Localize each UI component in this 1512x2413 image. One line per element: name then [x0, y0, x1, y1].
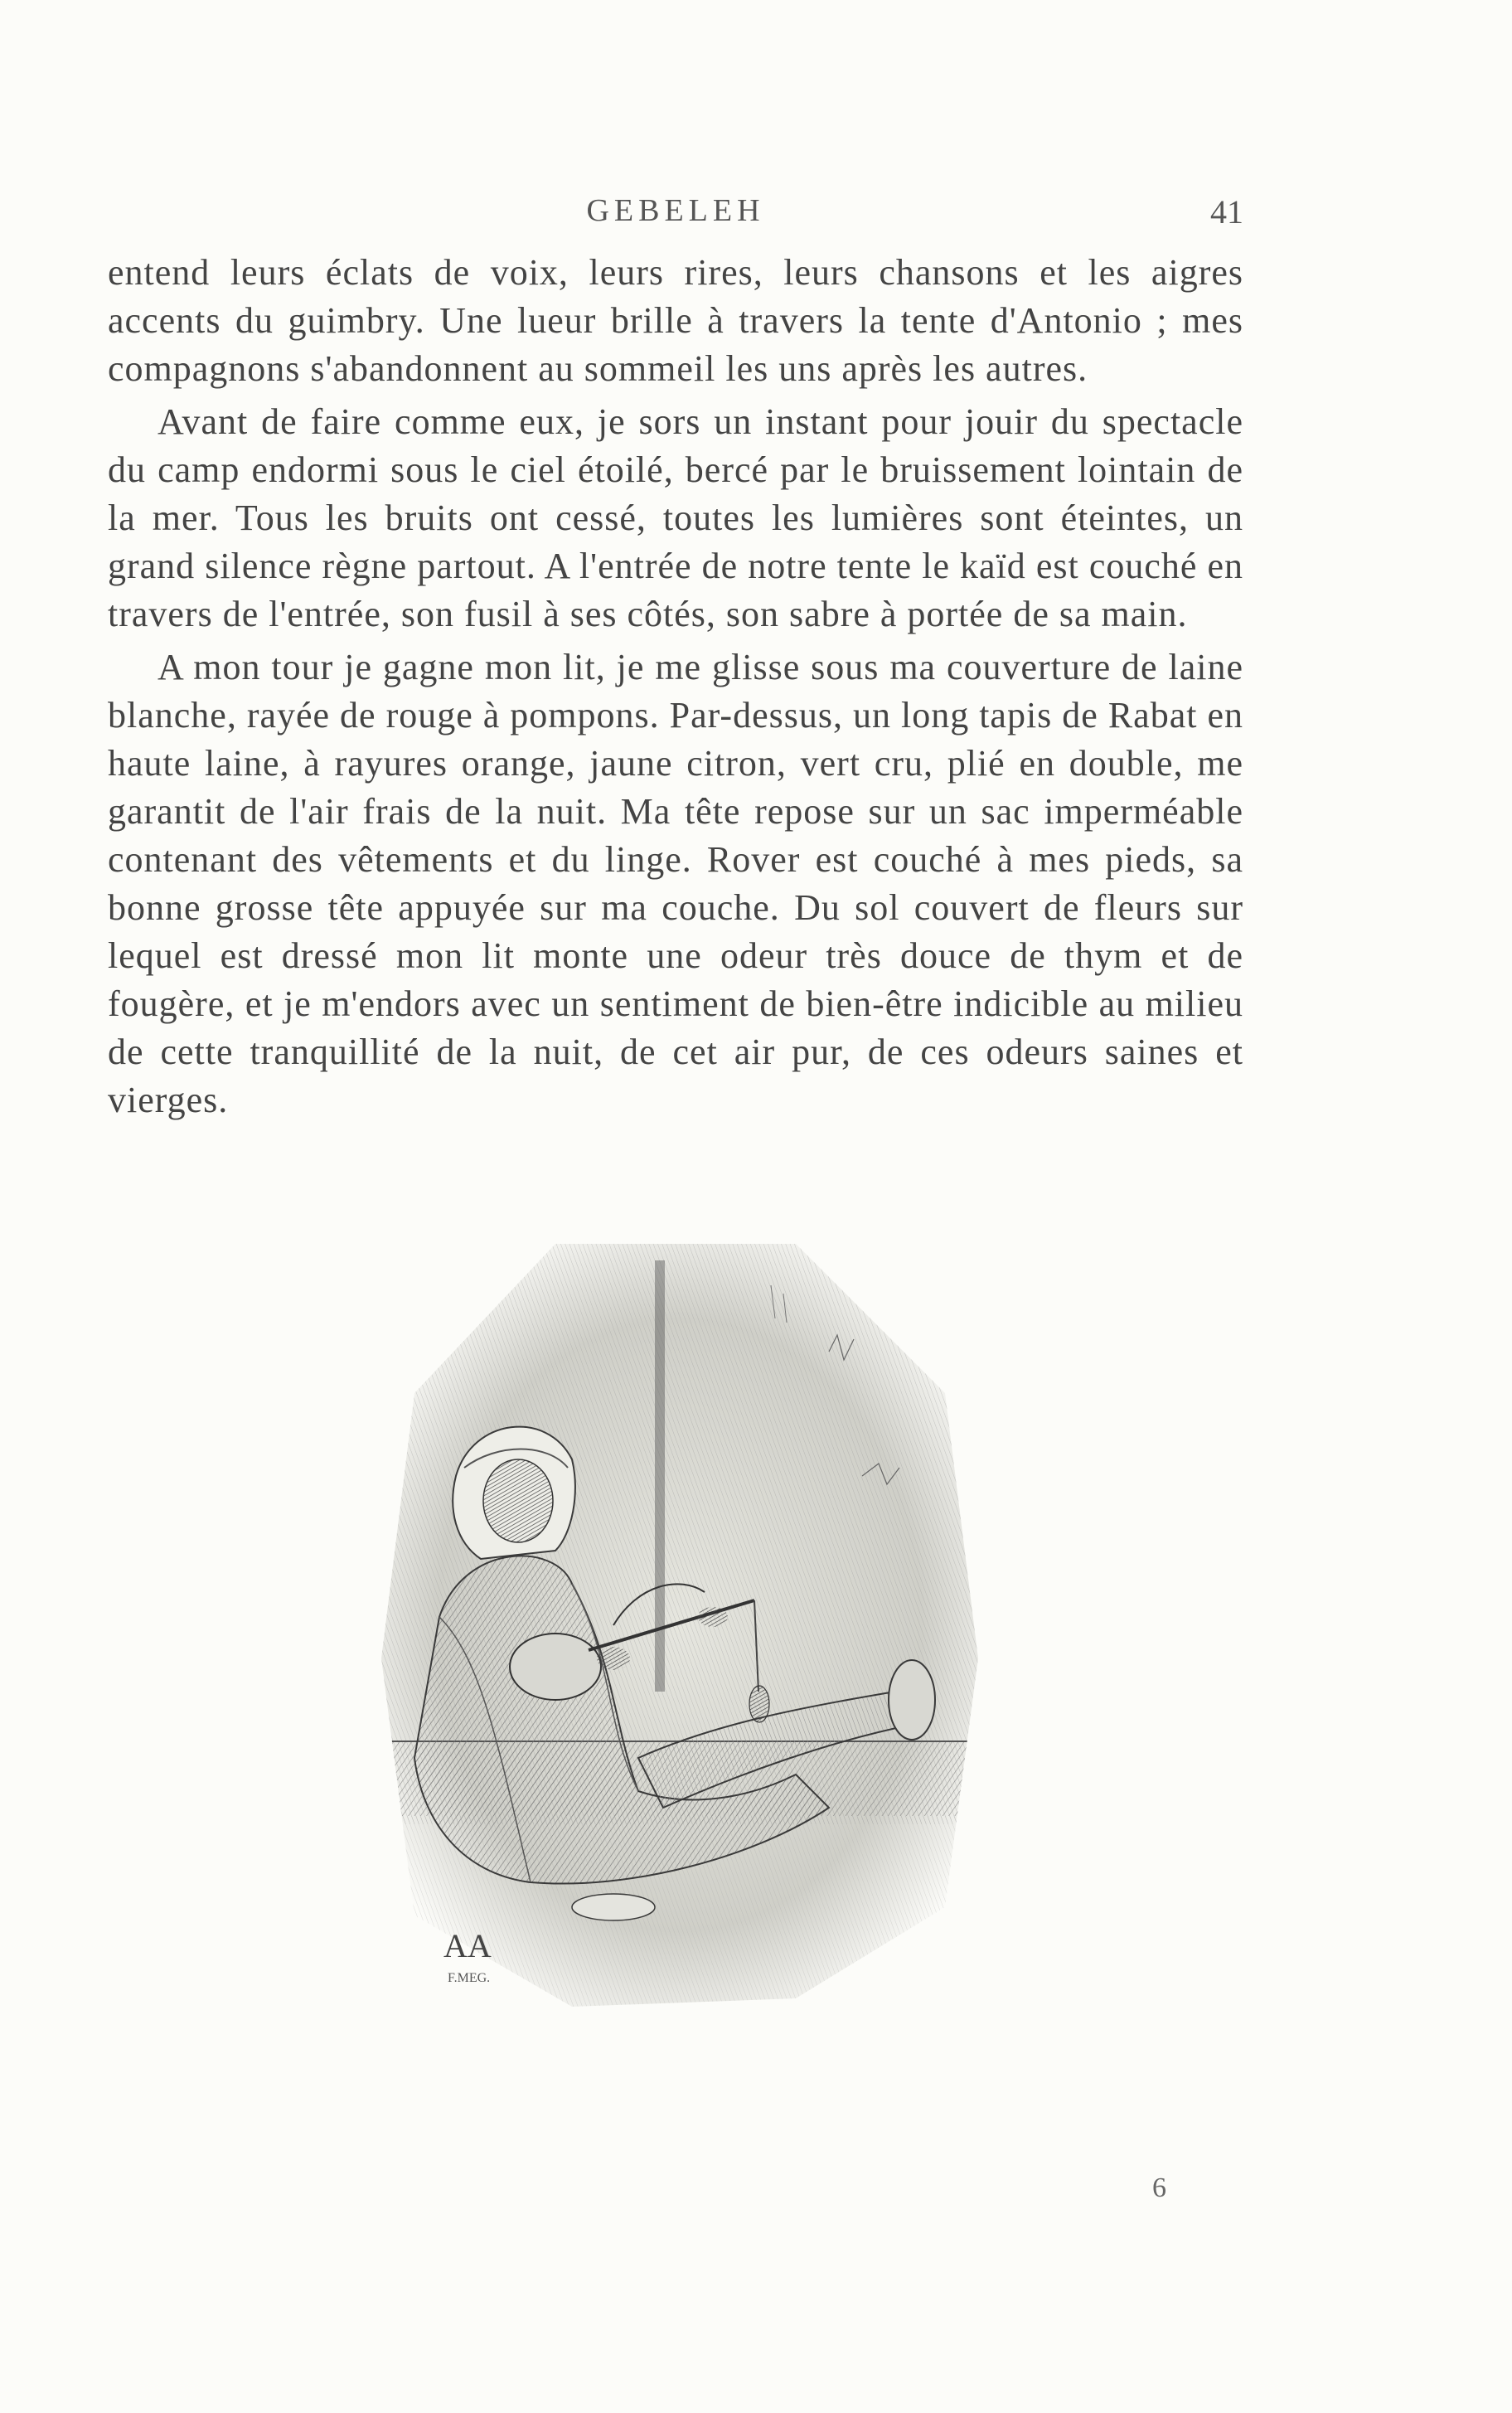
running-title: GEBELEH [586, 193, 765, 228]
paragraph-1: entend leurs éclats de voix, leurs rires, leurs chansons et les aigres accents du guimbry. Une lueur brille à travers la tente d'Antonio ; mes compagnons s'abandonnent au sommeil les uns après les autres. [108, 252, 1243, 389]
paragraph-3: A mon tour je gagne mon lit, je me glisse sous ma couverture de laine blanche, rayée de rouge à pompons. Par-dessus, un long tapis de Rabat en haute laine, à rayures orange, jaune citron, vert cru, plié en double, me garantit de l'air frais de la nuit. Ma tête repose sur un sac imperméable contenant des vêtements et du linge. Rover est couché à mes pieds, sa bonne grosse tête appuyée sur ma couche. Du sol couvert de fleurs sur lequel est dressé mon lit monte une odeur très douce de thym et de fougère, et je m'endors avec un sentiment de bien-être indicible au milieu de cette tranquillité de la nuit, de cet air pur, de ces odeurs saines et vierges. [108, 647, 1243, 1120]
running-head [108, 192, 1243, 234]
engraving-seated-musician [365, 1227, 995, 2023]
body-text [108, 249, 1243, 1124]
engraving-illustration [365, 1227, 995, 2023]
paragraph-2: Avant de faire comme eux, je sors un instant pour jouir du spectacle du camp endormi sous le ciel étoilé, bercé par le bruissement lointain de la mer. Tous les bruits ont cessé, toutes les lumières sont éteintes, un grand silence règne partout. A l'entrée de notre tente le kaïd est couché en travers de l'entrée, son fusil à ses côtés, son sabre à portée de sa main. [108, 401, 1243, 634]
engraver-signature: F.MEG. [448, 1971, 491, 1985]
page-number: 41 [1210, 193, 1243, 231]
gathering-signature-mark: 6 [1152, 2173, 1166, 2203]
engraving-vignette [365, 1227, 995, 2023]
engraver-monogram: AA [443, 1927, 492, 1964]
